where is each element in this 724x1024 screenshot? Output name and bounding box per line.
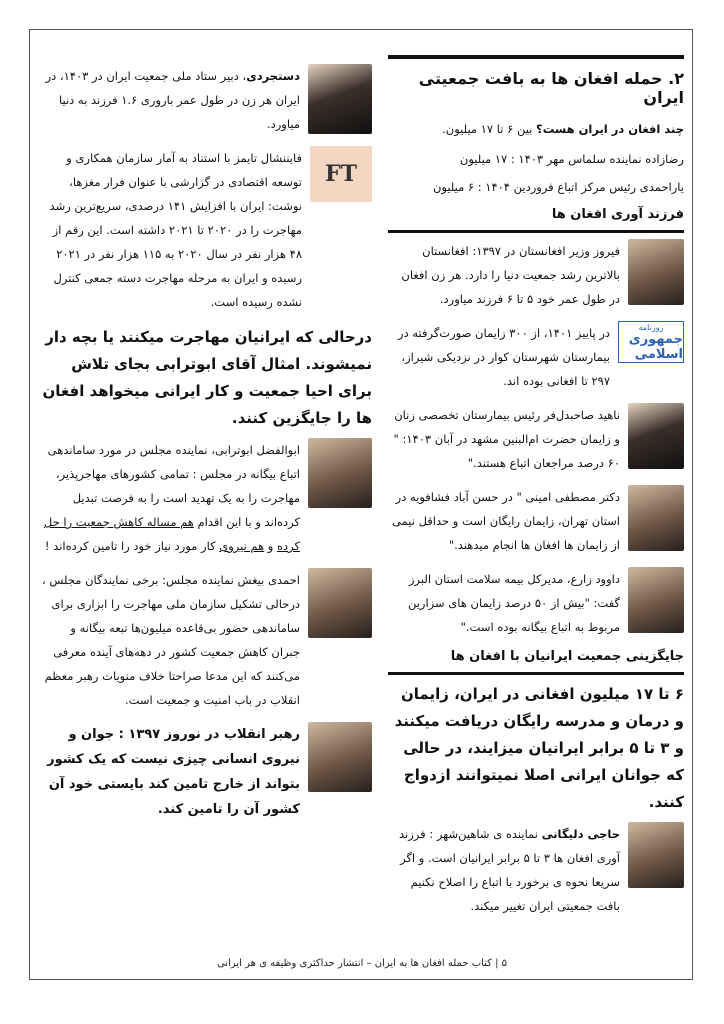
haji-text: نماینده ی شاهین‌شهر : فرزند آوری افغان ها ۳ تا ۵ برابر ایرانیان است. و اگر سریعا نحوه ی برخورد با اتباع را اصلاح نکنیم بافت جمعیتی ایران تغییر میکند. (399, 827, 620, 913)
entry-text: فایننشال تایمز با استناد به آمار سازمان همکاری و توسعه اقتصادی در گزارشی با عنوان فرار مغزها، نوشت: ایران با افزایش ۱۴۱ درصدی، سریع‌ترین رشد مهاجرت را در ۲۰۲۰ تا ۲۰۲۱ داشته است. این رقم از ۴۸ هزار نفر در سال ۲۰۲۰ به ۱۱۵ هزار نفر در ۲۰۲۱ رسیده و ایران به مرحله مهاجرت دسته جمعی کنترل نشده رسیده است. (49, 151, 302, 309)
afghan-count-question (388, 117, 684, 141)
aboutorabi-and: و (264, 539, 278, 553)
divider (388, 230, 684, 233)
portrait-photo (308, 722, 372, 792)
aboutorabi-underline-2: هم نیروی (219, 539, 265, 553)
portrait-photo (628, 403, 684, 469)
entry-text: ناهید صاحبدل‌فر رئیس بیمارستان تخصصی زنان و زایمان حضرت ام‌البنین مشهد در آبان ۱۴۰۳: " ۶۰ درصد مراجعان اتباع هستند." (393, 408, 620, 470)
stat-yarahmadi: یاراحمدی رئیس مرکز اتباع فروردین ۱۴۰۴ : ۶ میلیون (432, 180, 684, 194)
haji-name: حاجی دلیگانی (541, 827, 620, 841)
aboutorabi-text-2: کار مورد نیاز خود را تامین کرده‌اند ! (44, 539, 220, 553)
entry-text (40, 64, 300, 136)
list-item (388, 403, 684, 475)
subheading-afghan-fertility: فرزند آوری افغان ها (551, 207, 684, 222)
list-item (388, 239, 684, 311)
entry-text (388, 822, 620, 918)
list-item (388, 822, 684, 918)
list-item (388, 321, 684, 393)
subheading-replacement: جایگزینی جمعیت ایرانیان با افغان ها (450, 649, 684, 664)
dastjerdi-name: دستجردی (246, 69, 300, 83)
left-column (40, 40, 372, 832)
page-footer: ۵ | کتاب حمله افغان ها به ایران – انتشار حداکثری وظیفه ی هر ایرانی (216, 958, 508, 969)
newspaper-logo (618, 321, 684, 363)
entry-text: احمدی بیغش نماینده مجلس: برخی نمایندگان مجلس ، درحالی تشکیل سازمان ملی مهاجرت را ابزاری برای ساماندهی حضور بی‌قاعده میلیون‌ها تبعه بیگانه و جبران کاهش جمعیت کشور در دهه‌های آینده معرفی می‌کنند که این مدعا صراحتا خلاف منویات رهبر معظم انقلاب در باب امنیت و جمعیت است. (42, 573, 300, 707)
logo-main-text: جمهوری اسلامی (628, 331, 683, 362)
stat-rezazadeh: رضازاده نماینده سلماس مهر ۱۴۰۳ : ۱۷ میلیون (459, 152, 684, 166)
list-item (40, 438, 372, 558)
portrait-photo (308, 438, 372, 508)
portrait-photo (308, 568, 372, 638)
section-title: ۲. حمله افغان ها به بافت جمعیتی ایران (418, 69, 684, 107)
portrait-photo (628, 239, 684, 305)
portrait-photo (308, 64, 372, 134)
ft-logo: FT (310, 146, 372, 202)
entry-text: رهبر انقلاب در نوروز ۱۳۹۷ : جوان و نیروی انسانی چیزی نیست که یک کشور بتواند از خارج تامین کند بایستی خود آن کشور آن را تامین کند. (47, 727, 300, 817)
headline-right: ۶ تا ۱۷ میلیون افغانی در ایران، زایمان و درمان و مدرسه رایگان دریافت میکنند و ۳ تا ۵ برابر ایرانیان میزایند، در حالی که جوانان ایرانی اصلا نمیتوانند ازدواج کنند. (394, 685, 684, 811)
section-title-bar (388, 55, 684, 107)
entry-text: فیروز وزیر افغانستان در ۱۳۹۷: افغانستان بالاترین رشد جمعیت دنیا را دارد. هر زن افغان در طول عمر خود ۵ تا ۶ فرزند میاورد. (401, 244, 620, 306)
question-answer: بین ۶ تا ۱۷ میلیون. (442, 122, 537, 136)
aboutorabi-underline-1: هم مساله کاهش جمعیت را حل کرده (43, 515, 300, 553)
entry-text: داوود زارع، مدیرکل بیمه سلامت استان البرز گفت: "بیش از ۵۰ درصد زایمان های سزارین مربوط به اتباع بیگانه بوده است." (407, 572, 620, 634)
logo-top-text: روزنامه (638, 322, 664, 332)
list-item (388, 485, 684, 557)
entry-text: دکتر مصطفی امینی " در حسن آباد فشافویه در استان تهران، زایمان رایگان است و حداقل نیمی از زایمان ها افغان ها انجام میدهند." (392, 490, 620, 552)
divider (388, 672, 684, 675)
list-item (40, 568, 372, 712)
question-label: چند افغان در ایران هست؟ (536, 122, 684, 136)
list-item (40, 64, 372, 136)
entry-text: در پاییز ۱۴۰۱، از ۳۰۰ زایمان صورت‌گرفته در بیمارستان شهرستان کوار در نزدیکی شیراز، ۲۹۷ تا افغانی بوده اند. (398, 326, 610, 388)
dastjerdi-text: ، دبیر ستاد ملی جمعیت ایران در ۱۴۰۳، در ایران هر زن در طول عمر باروری ۱.۶ فرزند به دنیا میاورد. (45, 69, 300, 131)
entry-text (40, 438, 300, 558)
aboutorabi-text-1: ابوالفضل ابوترابی، نماینده مجلس در مورد ساماندهی اتباع بیگانه در مجلس : تمامی کشورهای مهاجرپذیر، مهاجرت را به یک تهدید است را به فرصت تبدیل کرده‌اند و با این اقدام (47, 443, 300, 529)
portrait-photo (628, 485, 684, 551)
right-column (388, 40, 684, 928)
portrait-photo (628, 822, 684, 888)
headline-left: درحالی که ایرانیان مهاجرت میکنند یا بچه دار نمیشوند. امثال آقای ابوترابی بجای تلاش برای احیا جمعیت و کار ایرانی میخواهد افغان ها را جایگزین کنند. (42, 328, 372, 427)
portrait-photo (628, 567, 684, 633)
list-item (388, 567, 684, 639)
list-item (40, 146, 372, 314)
list-item (40, 722, 372, 822)
